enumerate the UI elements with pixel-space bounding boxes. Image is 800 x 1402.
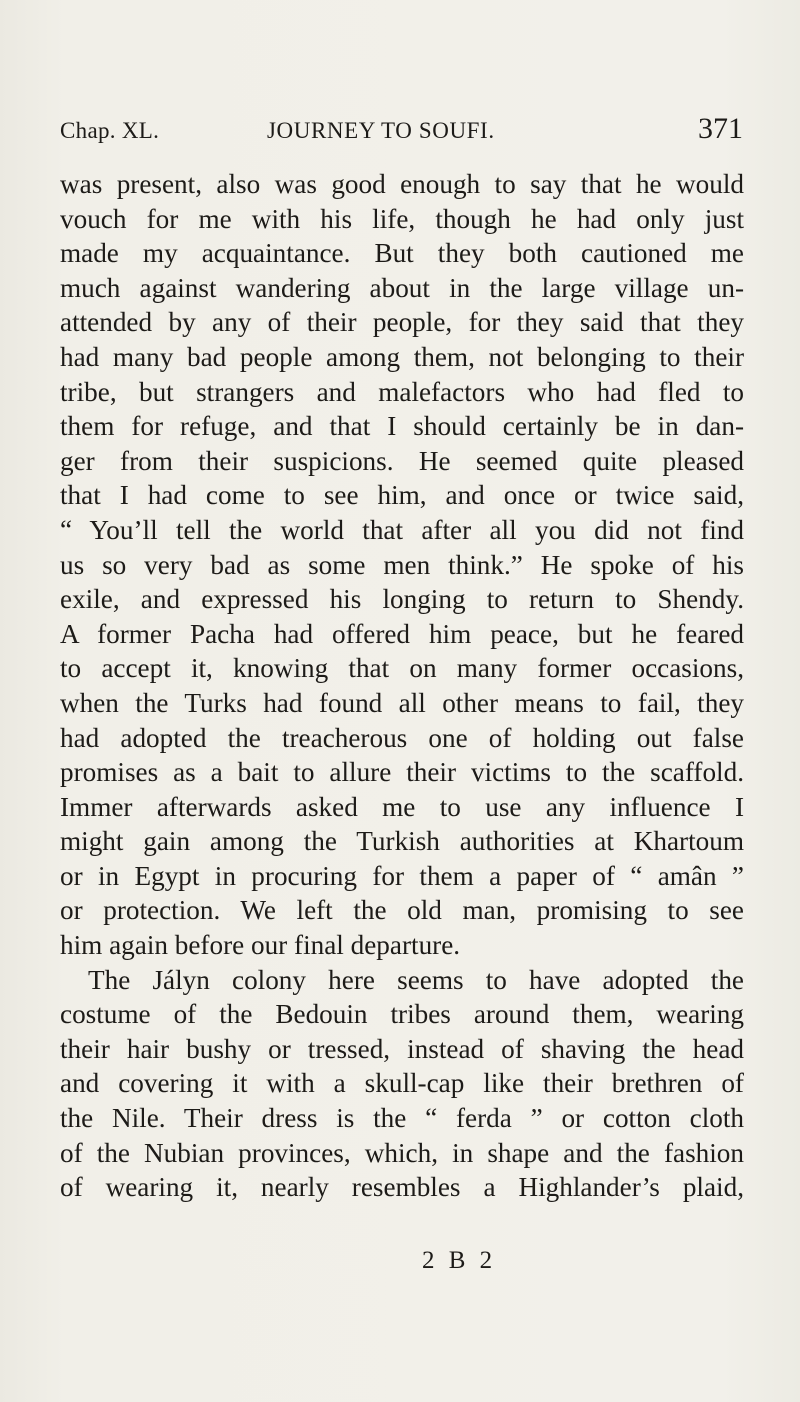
text-line: or protection. We left the old man, promising to see — [60, 895, 744, 926]
signature-mark: 2 B 2 — [422, 1247, 497, 1274]
text-line: and covering it with a skull-cap like their brethren of — [60, 1068, 744, 1099]
text-line: vouch for me with his life, though he had only just — [60, 203, 744, 234]
text-line: us so very bad as some men think.” He spoke of his — [60, 549, 744, 580]
text-line: when the Turks had found all other means to fail, they — [60, 687, 744, 718]
text-line: Immer afterwards asked me to use any influence I — [60, 791, 744, 822]
text-line: or in Egypt in procuring for them a paper of “ amân ” — [60, 860, 744, 891]
text-line: that I had come to see him, and once or twice said, — [60, 480, 744, 511]
text-line: “ You’ll tell the world that after all you did not find — [60, 514, 744, 545]
text-line: attended by any of their people, for they said that they — [60, 307, 744, 338]
text-line: might gain among the Turkish authorities at Khartoum — [60, 826, 744, 857]
running-head — [60, 112, 743, 152]
text-line: exile, and expressed his longing to return to Shendy. — [60, 584, 744, 615]
text-line: The Jályn colony here seems to have adopted the — [88, 964, 744, 995]
text-line: tribe, but strangers and malefactors who had fled to — [60, 376, 744, 407]
page-title: JOURNEY TO SOUFI. — [267, 118, 495, 143]
text-line: made my acquaintance. But they both cautioned me — [60, 238, 744, 269]
text-line: of the Nubian provinces, which, in shape and the fashion — [60, 1137, 744, 1168]
text-line: promises as a bait to allure their victims to the scaffold. — [60, 757, 744, 788]
text-line: to accept it, knowing that on many former occasions, — [60, 653, 744, 684]
text-line: had adopted the treacherous one of holding out false — [60, 722, 744, 753]
text-line: him again before our final departure. — [60, 930, 461, 961]
text-line: of wearing it, nearly resembles a Highlander’s plaid, — [60, 1172, 744, 1203]
text-line: their hair bushy or tressed, instead of shaving the head — [60, 1033, 744, 1064]
text-line: was present, also was good enough to say that he would — [60, 169, 744, 199]
text-line: A former Pacha had offered him peace, but he feared — [60, 618, 744, 649]
text-line: them for refuge, and that I should certainly be in dan- — [60, 411, 744, 442]
chapter-label: Chap. XL. — [60, 118, 160, 143]
text-line: much against wandering about in the large village un- — [60, 272, 744, 303]
text-line: the Nile. Their dress is the “ ferda ” or cotton cloth — [60, 1103, 744, 1134]
text-line: ger from their suspicions. He seemed quite pleased — [60, 445, 744, 476]
body-text — [60, 167, 744, 1205]
page-number: 371 — [698, 112, 743, 145]
text-line: had many bad people among them, not belonging to their — [60, 341, 744, 372]
text-line: costume of the Bedouin tribes around them, wearing — [60, 999, 744, 1030]
